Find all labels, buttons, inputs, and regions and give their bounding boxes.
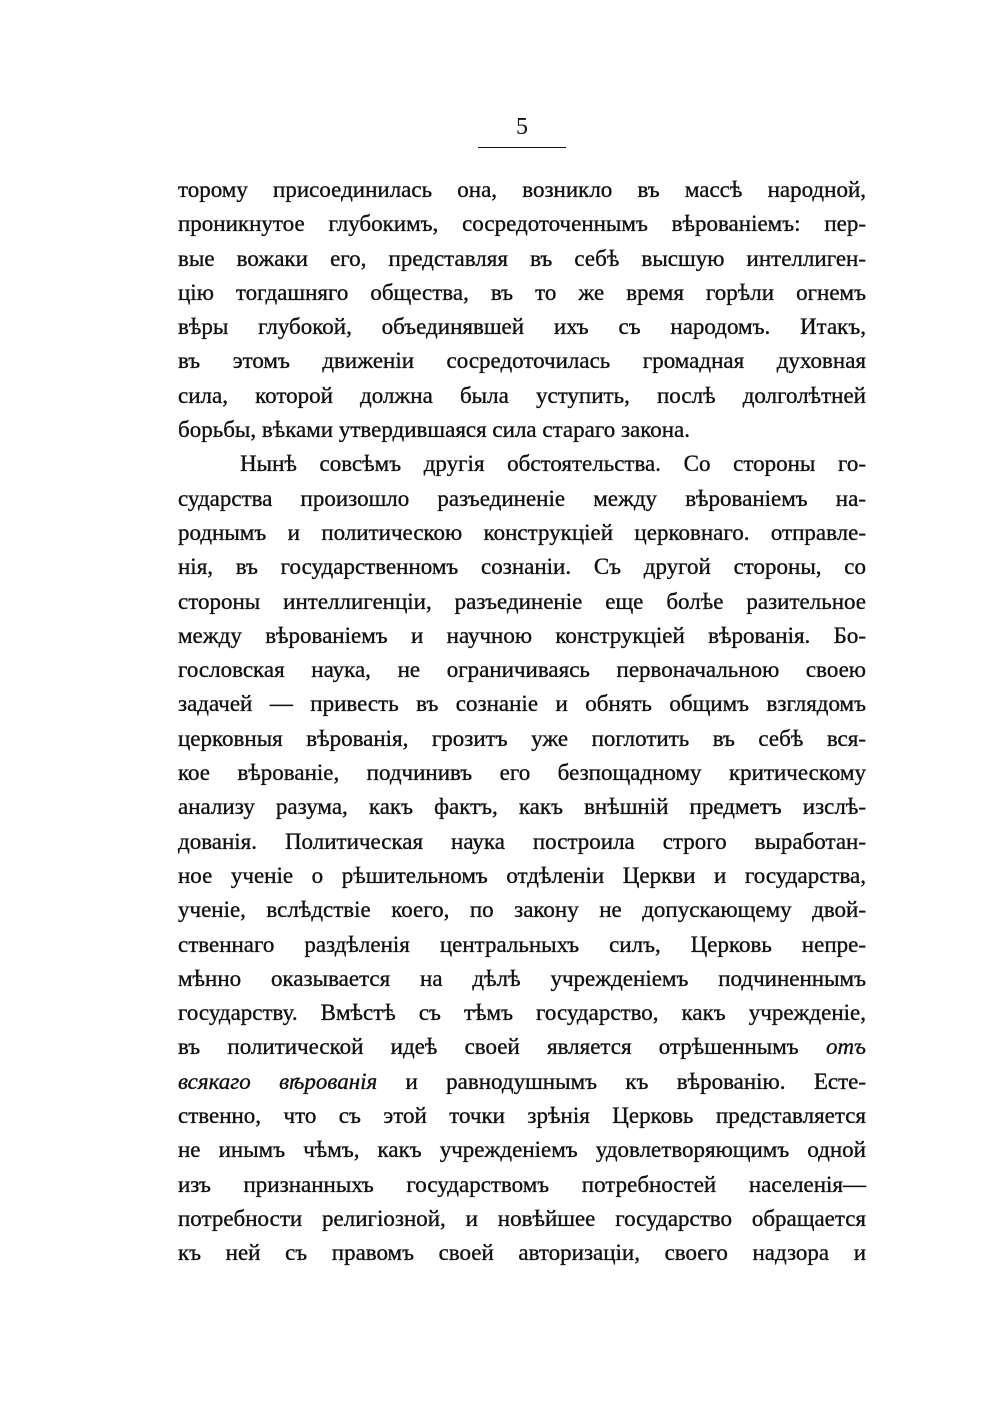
line-text: и равнодушнымъ къ вѣрованію. Есте- [377,1068,866,1094]
line-text: ственно, что съ этой точки зрѣнія Церковь представляется [178,1103,866,1129]
line-text: изъ признанныхъ государствомъ потребностей населенія— [178,1171,866,1197]
text-line [178,1133,866,1167]
text-line [178,962,866,996]
italic-text: отъ [825,1034,866,1060]
line-text: къ ней съ правомъ своей авторизаціи, своего надзора и [178,1240,866,1266]
text-line [178,790,866,824]
text-line [178,1202,866,1236]
text-line [178,413,866,447]
text-line [178,1168,866,1202]
text-line [178,276,866,310]
text-line [178,722,866,756]
paragraph [178,173,866,447]
text-line [178,173,866,207]
line-text: мѣнно оказывается на дѣлѣ учрежденіемъ подчиненнымъ [178,965,866,991]
paragraph [178,447,866,1270]
text-line [178,928,866,962]
line-text: не инымъ чѣмъ, какъ учрежденіемъ удовлетворяющимъ одной [178,1137,866,1163]
text-line [178,893,866,927]
line-text: торому присоединилась она, возникло въ массѣ народной, [178,177,866,202]
line-text: сила, которой должна была уступить, послѣ долголѣтней [178,382,866,408]
line-text: кое вѣрованіе, подчинивъ его безпощадному критическому [178,760,866,786]
text-line [178,756,866,790]
text-line [178,653,866,687]
text-line [178,207,866,241]
line-text: ученіе, вслѣдствіе коего, по закону не допускающему двой- [178,897,866,923]
page-number: 5 [516,114,528,140]
text-line [178,996,866,1030]
text-line [178,1236,866,1270]
text-line [178,516,866,550]
text-line [178,1030,866,1064]
line-text: государству. Вмѣстѣ съ тѣмъ государство, какъ учрежденіе, [178,1000,866,1026]
page-number-rule [478,147,566,148]
line-text: вые вожаки его, представляя въ себѣ высшую интеллиген- [178,245,866,271]
text-line [178,482,866,516]
line-text: борьбы, вѣками утвердившаяся сила стараго закона. [178,417,691,443]
text-line [178,550,866,584]
line-text: потребности религіозной, и новѣйшее государство обращается [178,1205,866,1231]
line-text: между вѣрованіемъ и научною конструкціей вѣрованія. Бо- [178,622,866,648]
line-text: роднымъ и политическою конструкціей церковнаго. отправле- [178,519,866,545]
text-line [178,1065,866,1099]
line-text: проникнутое глубокимъ, сосредоточеннымъ вѣрованіемъ: пер- [178,211,866,237]
text-line [178,585,866,619]
line-text: Нынѣ совсѣмъ другія обстоятельства. Со стороны го- [240,451,866,477]
body-text [178,173,866,1271]
text-line [178,825,866,859]
line-text: ное ученіе о рѣшительномъ отдѣленіи Церкви и государства, [178,862,866,888]
italic-text: всякаго вѣрованія [178,1068,378,1094]
text-line [178,242,866,276]
line-text: нія, въ государственномъ сознаніи. Съ другой стороны, со [178,554,866,580]
line-text: ственнаго раздѣленія центральныхъ силъ, Церковь непре- [178,931,866,957]
text-line [178,310,866,344]
text-line [178,447,866,481]
line-text: гословская наука, не ограничиваясь первоначальною своею [178,657,866,683]
line-text: въ политической идеѣ своей является отрѣшеннымъ [178,1034,826,1060]
line-text: сударства произошло разъединеніе между вѣрованіемъ на- [178,485,866,511]
line-text: церковныя вѣрованія, грозитъ уже поглотить въ себѣ вся- [178,725,866,751]
line-text: анализу разума, какъ фактъ, какъ внѣшній предметъ изслѣ- [178,794,866,820]
line-text: цію тогдашняго общества, въ то же время горѣли огнемъ [178,279,866,305]
line-text: вѣры глубокой, объединявшей ихъ съ народомъ. Итакъ, [178,314,866,340]
line-text: дованія. Политическая наука построила строго выработан- [178,828,866,854]
text-line [178,619,866,653]
line-text: стороны интеллигенціи, разъединеніе еще болѣе разительное [178,588,866,614]
text-line [178,687,866,721]
line-text: въ этомъ движеніи сосредоточилась громадная духовная [178,348,866,374]
text-line [178,1099,866,1133]
text-line [178,379,866,413]
line-text: задачей — привесть въ сознаніе и обнять общимъ взглядомъ [178,691,866,717]
text-line [178,344,866,378]
text-line [178,859,866,893]
